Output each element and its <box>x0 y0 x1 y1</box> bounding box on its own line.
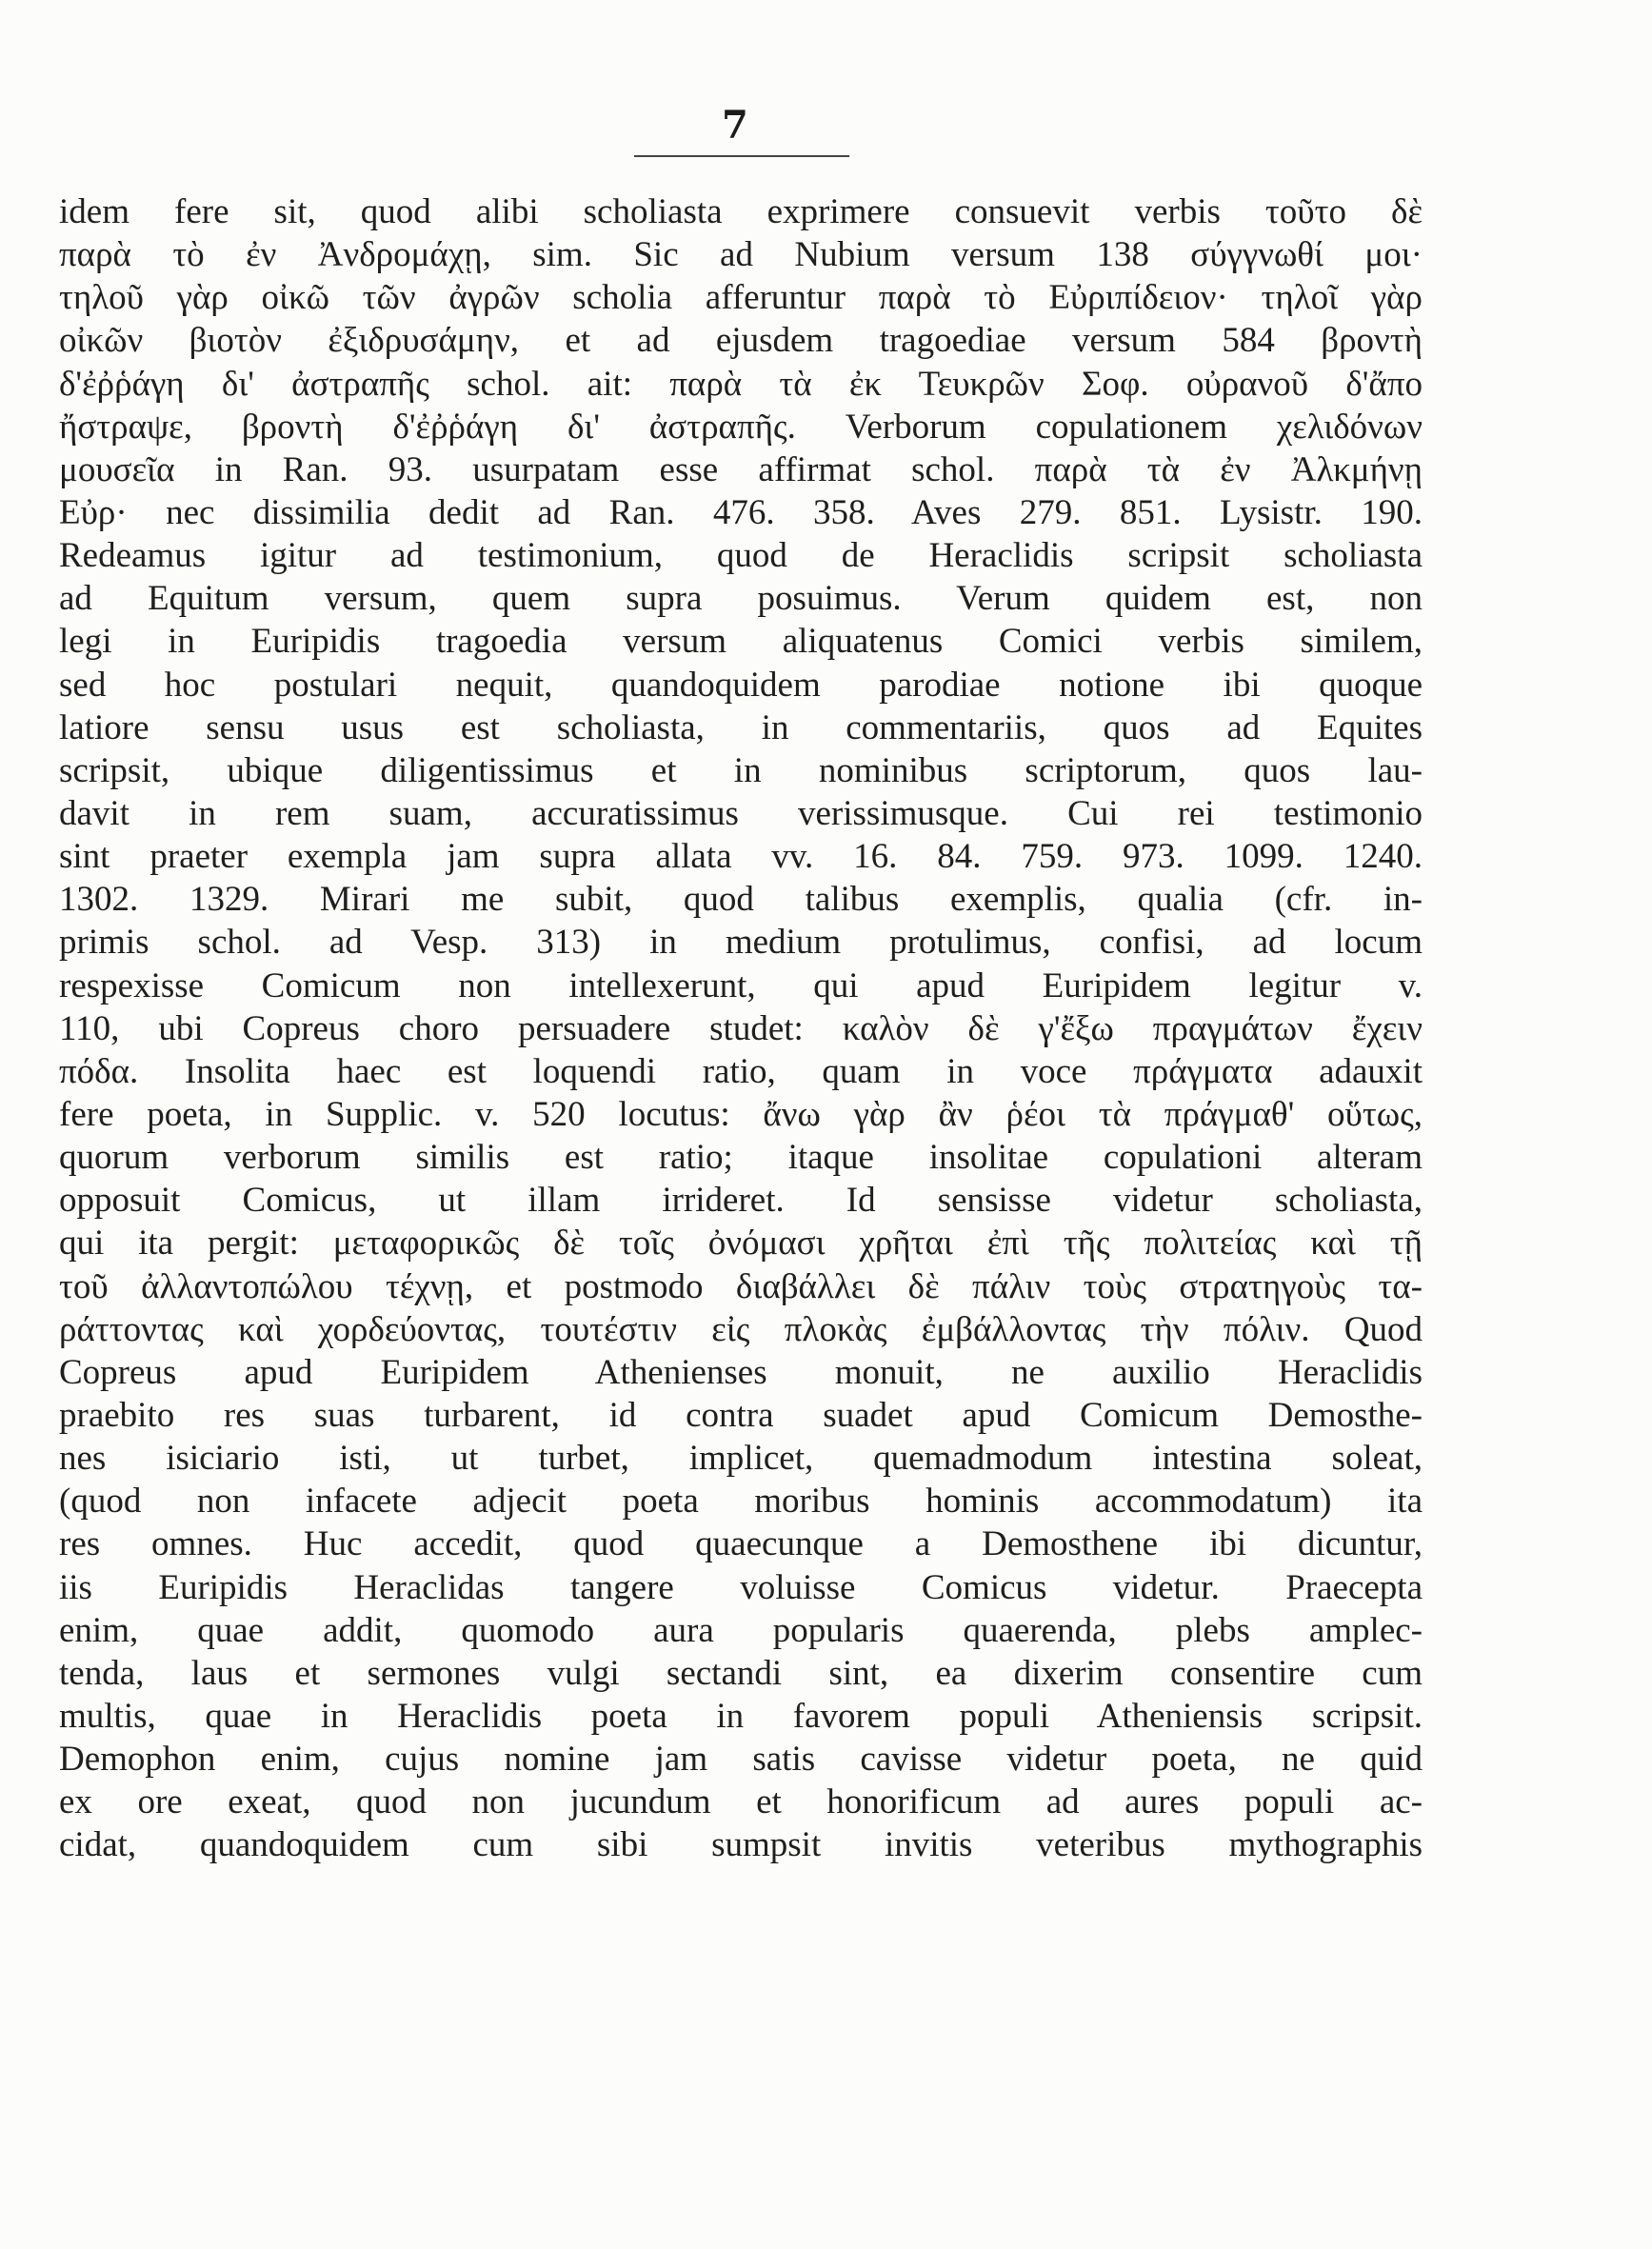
text-line: τηλοῦ γὰρ οἰκῶ τῶν ἀγρῶν scholia afferuntur παρὰ τὸ Εὐριπίδειον· τηλοῖ γὰρ <box>59 278 1423 318</box>
text-line: legi in Euripidis tragoedia versum aliquatenus Comici verbis similem, <box>59 622 1423 662</box>
text-line: nes isiciario isti, ut turbet, implicet, quemadmodum intestina soleat, <box>59 1439 1423 1479</box>
text-line: fere poeta, in Supplic. v. 520 locutus: ἄνω γὰρ ἂν ῥέοι τὰ πράγμαθ' οὕτως, <box>59 1094 1423 1134</box>
text-line: πόδα. Insolita haec est loquendi ratio, quam in voce πράγματα adauxit <box>59 1051 1423 1091</box>
text-line: Copreus apud Euripidem Athenienses monuit, ne auxilio Heraclidis <box>59 1352 1423 1392</box>
text-line: 1302. 1329. Mirari me subit, quod talibus exemplis, qualia (cfr. in- <box>59 880 1423 920</box>
text-line: 110, ubi Copreus choro persuadere studet: καλὸν δὲ γ'ἔξω πραγμάτων ἔχειν <box>59 1008 1423 1048</box>
text-line: ἤστραψε, βροντὴ δ'ἐῤῥάγη δι' ἀστραπῆς. Verborum copulationem χελιδόνων <box>59 407 1423 447</box>
text-line: ράττοντας καὶ χορδεύοντας, τουτέστιν εἰς πλοκὰς ἐμβάλλοντας τὴν πόλιν. Quod <box>59 1309 1423 1349</box>
text-line: Redeamus igitur ad testimonium, quod de Heraclidis scripsit scholiasta <box>59 536 1423 576</box>
text-line: cidat, quandoquidem cum sibi sumpsit invitis veteribus mythographis <box>59 1825 1423 1865</box>
text-line: idem fere sit, quod alibi scholiasta exprimere consuevit verbis τοῦτο δὲ <box>59 192 1423 231</box>
text-line: quorum verborum similis est ratio; itaque insolitae copulationi alteram <box>59 1138 1423 1178</box>
text-line: (quod non infacete adjecit poeta moribus hominis accommodatum) ita <box>59 1482 1423 1522</box>
text-line: iis Euripidis Heraclidas tangere voluisse Comicus videtur. Praecepta <box>59 1567 1423 1607</box>
text-line: multis, quae in Heraclidis poeta in favorem populi Atheniensis scripsit. <box>59 1696 1423 1736</box>
text-line: respexisse Comicum non intellexerunt, qui apud Euripidem legitur v. <box>59 965 1423 1005</box>
text-line: παρὰ τὸ ἐν Ἀνδρομάχῃ, sim. Sic ad Nubium versum 138 σύγγνωθί μοι· <box>59 235 1423 275</box>
text-line: ad Equitum versum, quem supra posuimus. Verum quidem est, non <box>59 579 1423 619</box>
text-line: davit in rem suam, accuratissimus verissimusque. Cui rei testimonio <box>59 793 1423 833</box>
text-line: μουσεῖα in Ran. 93. usurpatam esse affirmat schol. παρὰ τὰ ἐν Ἀλκμήνῃ <box>59 449 1423 489</box>
text-line: enim, quae addit, quomodo aura popularis quaerenda, plebs amplec- <box>59 1610 1423 1650</box>
text-line: res omnes. Huc accedit, quod quaecunque a Demosthene ibi dicuntur, <box>59 1524 1423 1564</box>
text-line: tenda, laus et sermones vulgi sectandi sint, ea dixerim consentire cum <box>59 1653 1423 1693</box>
text-line: latiore sensu usus est scholiasta, in commentariis, quos ad Equites <box>59 707 1423 747</box>
text-line: οἰκῶν βιοτὸν ἐξιδρυσάμην, et ad ejusdem tragoediae versum 584 βροντὴ <box>59 321 1423 361</box>
header-rule <box>634 155 849 157</box>
text-line: sed hoc postulari nequit, quandoquidem parodiae notione ibi quoque <box>59 665 1423 705</box>
text-line: τοῦ ἀλλαντοπώλου τέχνῃ, et postmodo διαβάλλει δὲ πάλιν τοὺς στρατηγοὺς τα- <box>59 1266 1423 1306</box>
text-line: scripsit, ubique diligentissimus et in nominibus scriptorum, quos lau- <box>59 750 1423 790</box>
text-line: sint praeter exempla jam supra allata vv. 16. 84. 759. 973. 1099. 1240. <box>59 837 1423 877</box>
text-line: Εὐρ· nec dissimilia dedit ad Ran. 476. 358. Aves 279. 851. Lysistr. 190. <box>59 492 1423 532</box>
body-text <box>59 190 1423 1866</box>
text-line: δ'ἐῤῥάγη δι' ἀστραπῆς schol. ait: παρὰ τὰ ἐκ Τευκρῶν Σοφ. οὐρανοῦ δ'ἄπο <box>59 364 1423 404</box>
page-number: 7 <box>722 103 748 148</box>
text-line: praebito res suas turbarent, id contra suadet apud Comicum Demosthe- <box>59 1395 1423 1435</box>
text-line: qui ita pergit: μεταφορικῶς δὲ τοῖς ὀνόμασι χρῆται ἐπὶ τῆς πολιτείας καὶ τῇ <box>59 1224 1423 1264</box>
text-line: ex ore exeat, quod non jucundum et honorificum ad aures populi ac- <box>59 1782 1423 1822</box>
text-line: Demophon enim, cujus nomine jam satis cavisse videtur poeta, ne quid <box>59 1740 1423 1780</box>
text-line: primis schol. ad Vesp. 313) in medium protulimus, confisi, ad locum <box>59 923 1423 963</box>
text-line: opposuit Comicus, ut illam irrideret. Id sensisse videtur scholiasta, <box>59 1181 1423 1221</box>
